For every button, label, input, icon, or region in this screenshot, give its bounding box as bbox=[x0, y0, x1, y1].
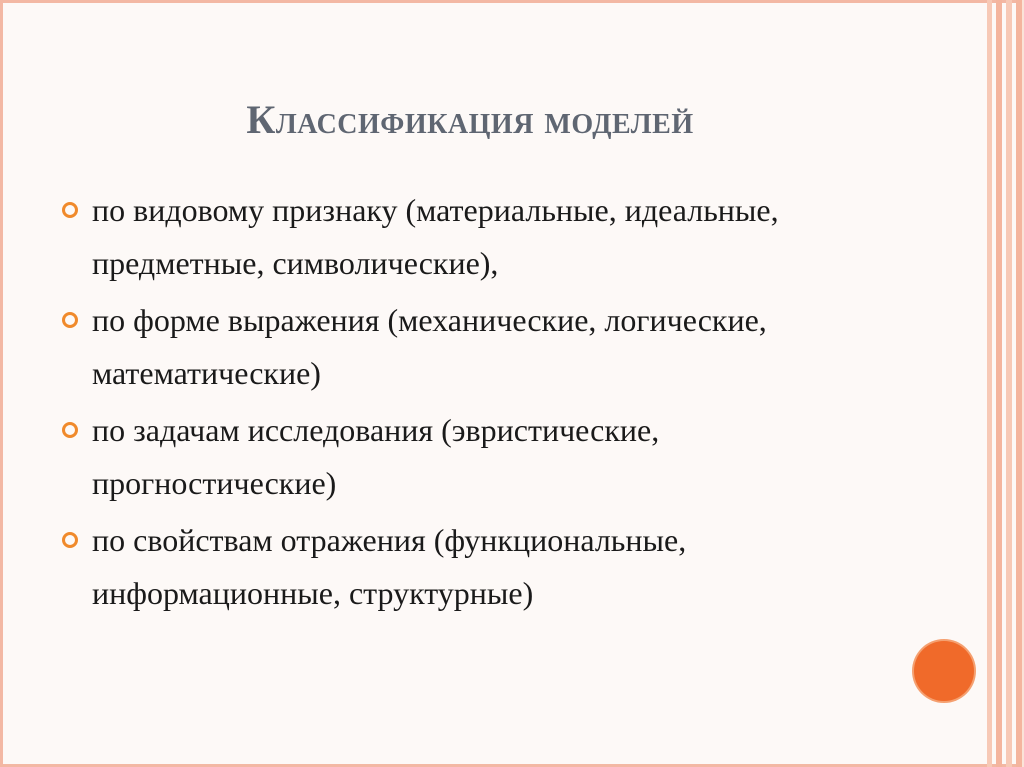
ring-bullet-icon bbox=[62, 532, 78, 548]
bullet-list bbox=[60, 184, 900, 624]
list-item-text: по видовому признаку (материальные, идеальные, предметные, символические), bbox=[92, 192, 779, 281]
slide-title: Классификация моделей bbox=[246, 97, 694, 142]
stripe bbox=[987, 0, 992, 767]
decorative-stripes bbox=[986, 0, 1024, 767]
list-item-text: по задачам исследования (эвристические, прогностические) bbox=[92, 412, 660, 501]
ring-bullet-icon bbox=[62, 202, 78, 218]
orange-circle-icon bbox=[914, 641, 974, 701]
stripe bbox=[996, 0, 1002, 767]
ring-bullet-icon bbox=[62, 422, 78, 438]
stripe bbox=[1006, 0, 1012, 767]
list-item-text: по свойствам отражения (функциональные, информационные, структурные) bbox=[92, 522, 687, 611]
ring-bullet-icon bbox=[62, 312, 78, 328]
list-item-text: по форме выражения (механические, логические, математические) bbox=[92, 302, 767, 391]
list-item bbox=[60, 184, 900, 290]
list-item bbox=[60, 514, 900, 620]
list-item bbox=[60, 294, 900, 400]
list-item bbox=[60, 404, 900, 510]
